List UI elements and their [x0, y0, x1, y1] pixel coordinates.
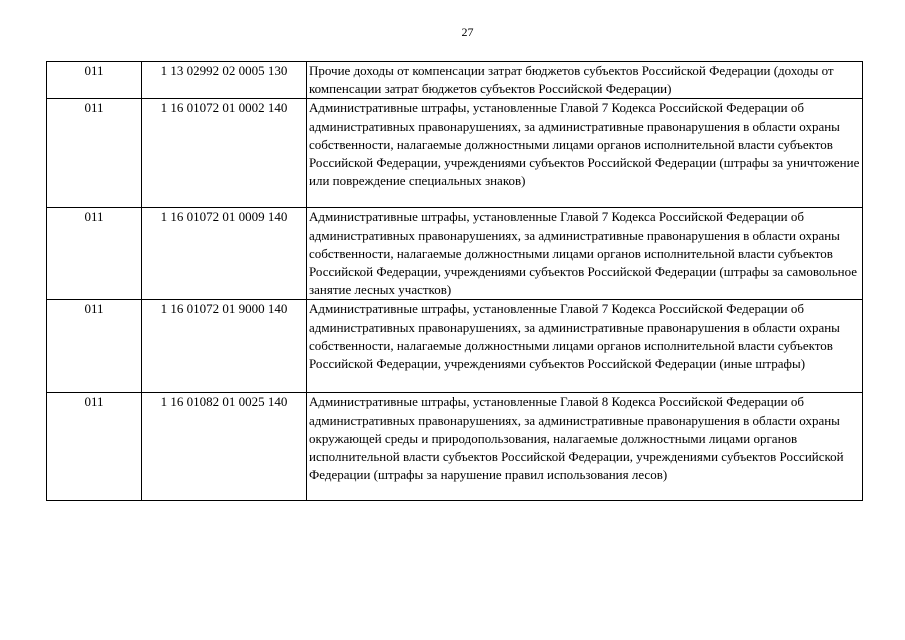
kbk-code-cell: 1 13 02992 02 0005 130 [142, 62, 307, 99]
description-cell: Административные штрафы, установленные Главой 8 Кодекса Российской Федерации об административных правонарушениях, за административные правонарушения в области охраны окружающей среды и природопользования, налагаемые должностными лицами органов исполнительной власти субъектов Российской Федерации, учреждениями субъектов Российской Федерации (штрафы за нарушение правил использования лесов) [307, 393, 863, 501]
admin-code-cell: 011 [47, 393, 142, 501]
kbk-code-cell: 1 16 01072 01 0009 140 [142, 208, 307, 300]
table-row [47, 208, 863, 300]
admin-code-cell: 011 [47, 208, 142, 300]
admin-code-cell: 011 [47, 99, 142, 208]
table-row [47, 99, 863, 208]
description-cell: Административные штрафы, установленные Главой 7 Кодекса Российской Федерации об административных правонарушениях, за административные правонарушения в области охраны собственности, налагаемые должностными лицами органов исполнительной власти субъектов Российской Федерации, учреждениями субъектов Российской Федерации (штрафы за самовольное занятие лесных участков) [307, 208, 863, 300]
description-cell: Прочие доходы от компенсации затрат бюджетов субъектов Российской Федерации (доходы от компенсации затрат бюджетов субъектов Российской Федерации) [307, 62, 863, 99]
admin-code-cell: 011 [47, 300, 142, 393]
admin-code-cell: 011 [47, 62, 142, 99]
kbk-code-cell: 1 16 01072 01 0002 140 [142, 99, 307, 208]
description-cell: Административные штрафы, установленные Главой 7 Кодекса Российской Федерации об административных правонарушениях, за административные правонарушения в области охраны собственности, налагаемые должностными лицами органов исполнительной власти субъектов Российской Федерации, учреждениями субъектов Российской Федерации (штрафы за уничтожение или повреждение специальных знаков) [307, 99, 863, 208]
kbk-code-cell: 1 16 01072 01 9000 140 [142, 300, 307, 393]
kbk-code-cell: 1 16 01082 01 0025 140 [142, 393, 307, 501]
table-row [47, 62, 863, 99]
table-row [47, 300, 863, 393]
page-number: 27 [461, 25, 474, 39]
description-cell: Административные штрафы, установленные Главой 7 Кодекса Российской Федерации об административных правонарушениях, за административные правонарушения в области охраны собственности, налагаемые должностными лицами органов исполнительной власти субъектов Российской Федерации, учреждениями субъектов Российской Федерации (иные штрафы) [307, 300, 863, 393]
budget-code-table [46, 61, 863, 501]
table-row [47, 393, 863, 501]
